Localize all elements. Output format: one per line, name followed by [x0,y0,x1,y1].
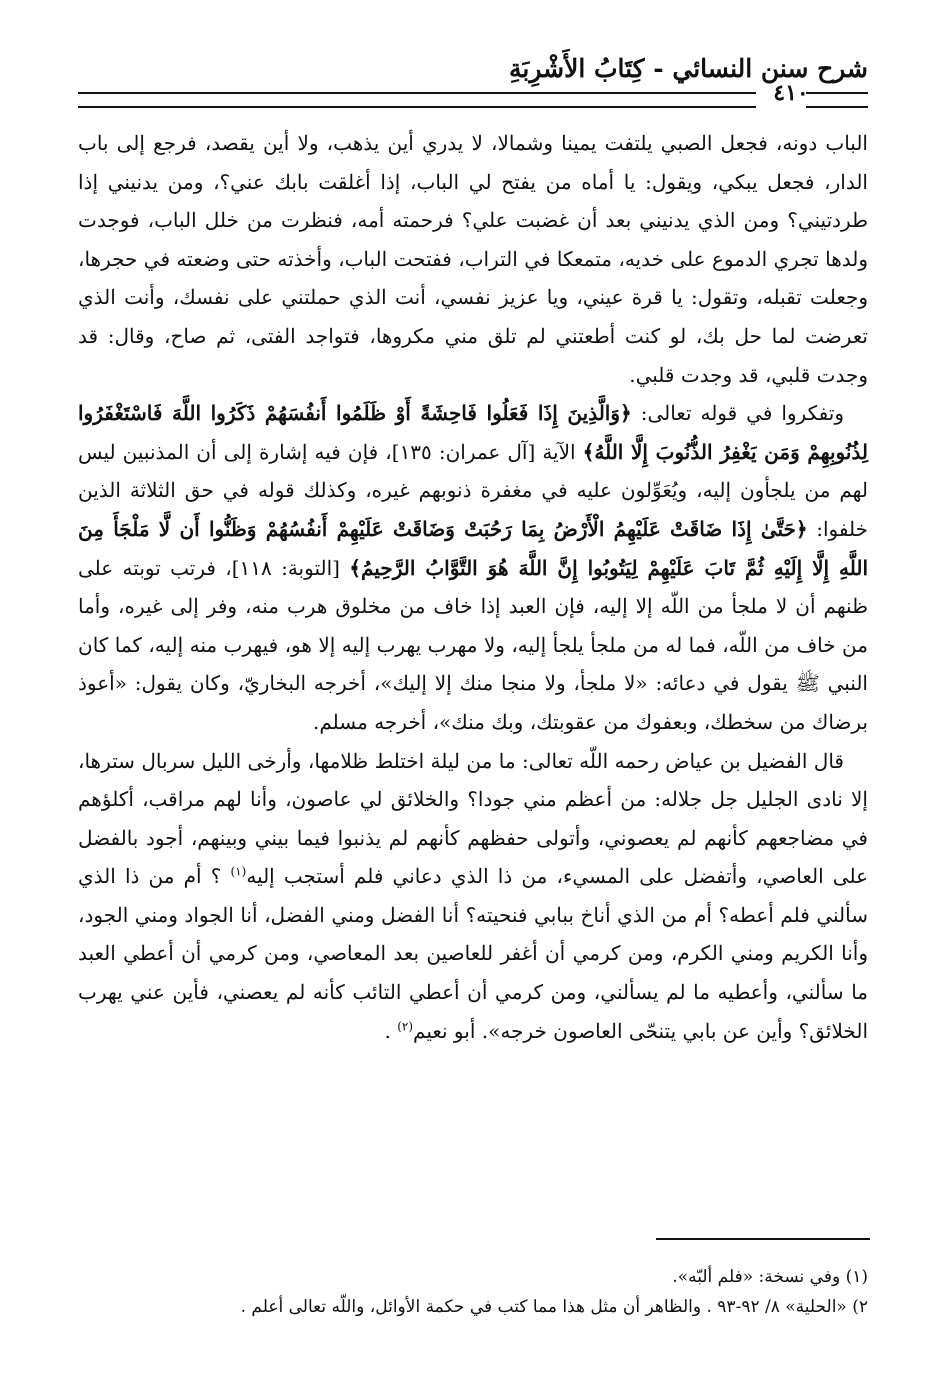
footnotes [78,1262,868,1322]
header-double-rule [78,92,756,108]
footnote-2: ٢) «الحلية» ٨/ ٩٢-٩٣ . والظاهر أن مثل هذا مما كتب في حكمة الأوائل، واللّه تعالى أعلم . [240,1297,868,1317]
paragraph-text: . [384,1018,398,1043]
paragraph-text: قال الفضيل بن عياض رحمه اللّه تعالى: ما من ليلة اختلط ظلامها، وأرخى الليل سربال سترها، إلا نادى الجليل جل جلاله: من أعظم مني جودا؟ والخلائق لي عاصون، وأنا لهم مراقب، أكلؤهم في مضاجعهم كأنهم لم يعصوني، وأتولى حفظهم كأنهم لم يذنبوا فيما بيني وبينهم، أجود بالفضل على العاصي، وأتفضل على المسيء، من ذا الذي دعاني فلم أستجب إليه [78,748,868,889]
paragraph-text: الباب دونه، فجعل الصبي يلتفت يمينا وشمالا، لا يدري أين يذهب، ولا أين يقصد، فرجع إلى باب الدار، فجعل يبكي، ويقول: يا أماه من يفتح لي الباب، إذا أغلقت بابك عني؟، ومن يدنيني إذا طردتيني؟ ومن الذي يدنيني بعد أن غضبت علي؟ فرحمته أمه، فنظرت من خلل الباب، فوجدت ولدها تجري الدموع على خديه، متمعكا في التراب، ففتحت الباب، وأخذته حتى وضعته في حجرها، وجعلت تقبله، وتقول: يا قرة عيني، ويا عزيز نفسي، أنت الذي حملتني على نفسك، وأنت الذي تعرضت لما حل بك، لو كنت أطعتني لم تلق مني مكروها، فتواجد الفتى، ثم صاح، وقال: قد وجدت قلبي، قد وجدت قلبي. [78,131,868,387]
header-double-rule-right [806,92,868,108]
paragraph-text: وتفكروا في قوله تعالى: [631,401,844,426]
paragraph-text: الآية [آل عمران: ١٣٥]، فإن فيه إشارة إلى أن المذنبين ليس لهم من يلجأون إليه، ويُعَوِّلون عليه في مغفرة ذنوبهم غيره، وكذلك قوله في حق الثلاثة الذين خلفوا: [78,439,868,541]
page-header [78,54,868,114]
footnote-divider [656,1238,870,1240]
paragraph-text: [التوبة: ١١٨]، فرتب توبته على ظنهم أن لا ملجأ من اللّه إلا إليه، فإن العبد إذا خاف من مخلوق هرب منه، وفر إلى غيره، وأما من خاف من اللّه، فما له من ملجأ يلجأ إليه، ولا مهرب يهرب إليه إلا هو، فيهرب منه إليه، كما كان النبي ﷺ يقول في دعائه: «لا ملجأ، ولا منجا منك إلا إليك»، أخرجه البخاريّ، وكان يقول: «أعوذ برضاك من سخطك، وبعفوك من عقوبتك، وبك منك»، أخرجه مسلم. [78,555,868,734]
paragraph-2 [78,394,868,741]
main-text [78,124,868,1050]
paragraph-1 [78,124,868,394]
footnote-1: (١) وفي نسخة: «فلم ألبّه». [672,1267,868,1287]
quran-verse: ﴿وَالَّذِينَ إِذَا فَعَلُوا فَاحِشَةً أَوْ ظَلَمُوا أَنفُسَهُمْ ذَكَرُوا اللَّهَ فَاسْتَغْفَرُوا لِذُنُوبِهِمْ وَمَن يَغْفِرُ الذُّنُوبَ إِلَّا اللَّهُ﴾ [78,401,868,464]
running-title: شرح سنن النسائي - كِتَابُ الأَشْرِبَةِ [508,54,868,83]
paragraph-3 [78,742,868,1051]
footnote-ref-1: (١) [230,864,247,879]
footnote-ref-2: (٢) [397,1019,414,1033]
paragraph-text: ؟ أم من ذا الذي سألني فلم أعطه؟ أم من الذي أناخ ببابي فنحيته؟ أنا الفضل ومني الفضل، أنا الجواد ومني الجود، وأنا الكريم ومني الكرم، ومن كرمي أن أغفر للعاصين بعد المعاصي، ومن كرمي أن أعطي العبد ما سألني، وأعطيه ما لم يسألني، ومن كرمي أن أعطي التائب كأنه لم يعصني، فأين عني يهرب الخلائق؟ وأين عن بابي يتنحّى العاصون خرجه». أبو نعيم [78,864,868,1043]
quran-verse: ﴿حَتَّىٰ إِذَا ضَاقَتْ عَلَيْهِمُ الْأَرْضُ بِمَا رَحُبَتْ وَضَاقَتْ عَلَيْهِمْ أَنفُسُهُمْ وَظَنُّوا أَن لَّا مَلْجَأَ مِنَ اللَّهِ إِلَّا إِلَيْهِ ثُمَّ تَابَ عَلَيْهِمْ لِيَتُوبُوا إِنَّ اللَّهَ هُوَ التَّوَّابُ الرَّحِيمُ﴾ [78,516,869,580]
page-number: ٤١٠ [773,80,809,106]
